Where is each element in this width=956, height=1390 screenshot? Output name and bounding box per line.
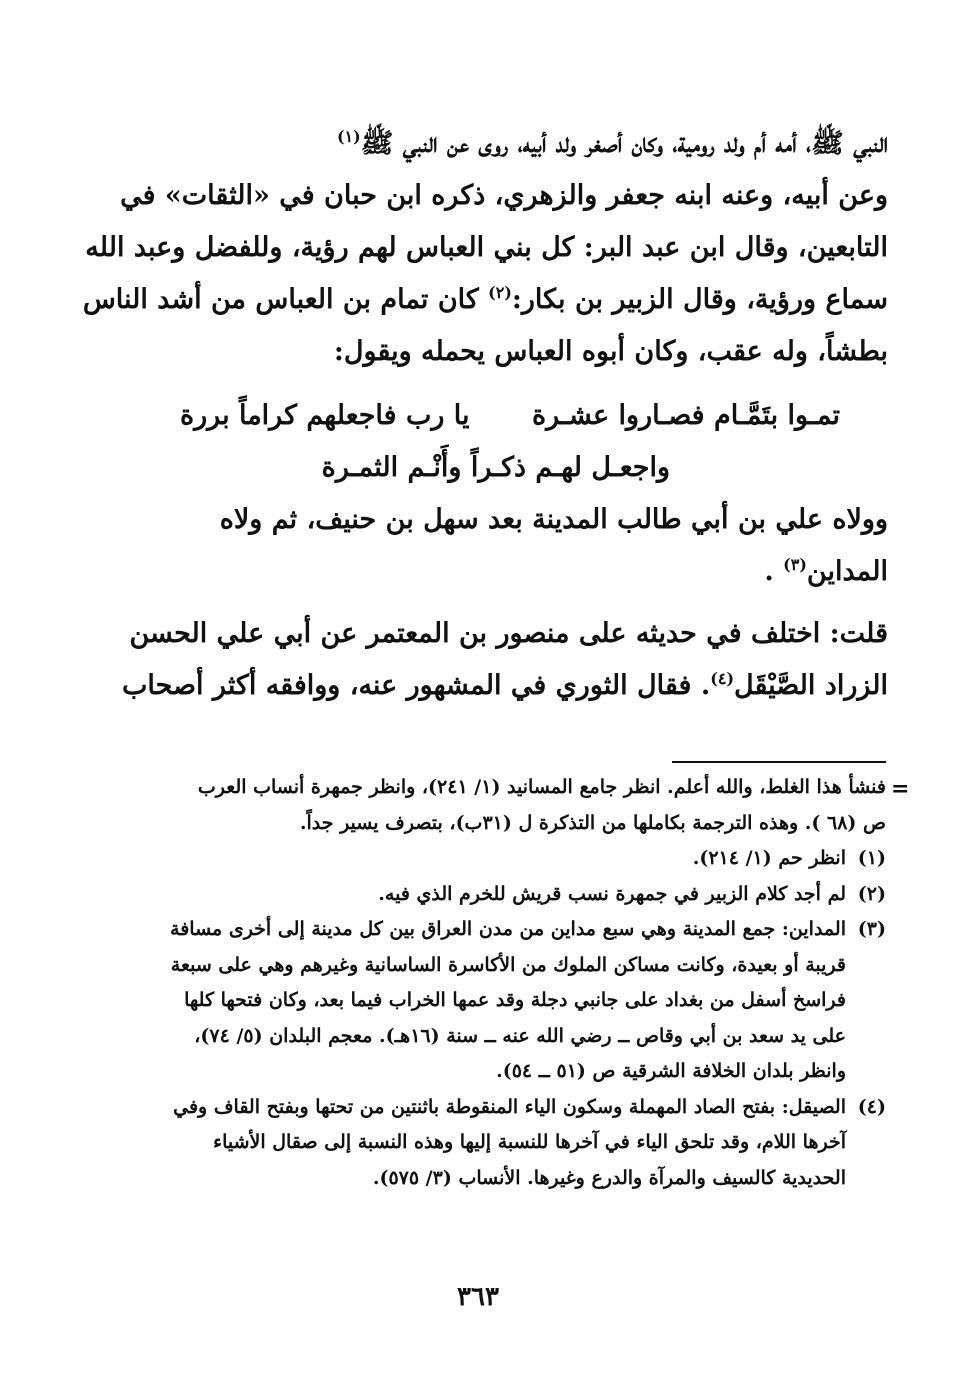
body-line: المداين$^{(٣)}$ . (764, 555, 888, 587)
paragraph-3 (122, 608, 888, 712)
footnote-ref[interactable]: (٢) (488, 283, 512, 302)
footnote-separator (672, 761, 886, 763)
footnote-continuation-line: ص (٦٨ ). وهذه الترجمة بكاملها من التذكرة ل (٣١ب)، بتصرف يسير جداً. (299, 811, 886, 834)
paragraph-2 (128, 494, 888, 598)
footnote-1: (١)انظر حم (١/ ٢١٤). (128, 841, 886, 877)
footnote-line: وانظر بلدان الخلافة الشرقية ص (٥١ ــ ٥٤). (496, 1060, 846, 1082)
footnote-line: قريبة أو بعيدة، وكانت مساكن الملوك من الأكاسرة الساسانية وغيرهم وهي على سبعة (170, 953, 846, 976)
poem-verse (180, 390, 840, 494)
footnote-line: آخرها اللام، وقد تلحق الياء في آخرها للنسبة إليها وهذه النسبة إلى صقال الأشياء (213, 1131, 846, 1153)
body-line: سماع ورؤية، وقال الزبير بن بكار:$^{(٢)}$ كان تمام بن العباس من أشد الناس (82, 283, 888, 315)
verse-line (180, 442, 840, 494)
body-line: التابعين، وقال ابن عبد البر: كل بني العباس لهم رؤية، وللفضل وعبد الله (85, 232, 888, 263)
footnote-number: (٢) (857, 882, 886, 905)
footnote-continuation-line: فنشأ هذا الغلط، والله أعلم. انظر جامع المسانيد (١/ ٢٤١)، وانظر جمهرة أنساب العرب (197, 776, 886, 798)
verse-hemistich: واجعـل لهـم ذكـراً وأَنْـم الثمـرة (321, 452, 670, 483)
page-number: ٣٦٣ (457, 1282, 499, 1312)
footnote-ref[interactable]: (٤) (710, 669, 735, 688)
body-line: قلت: اختلف في حديثه على منصور بن المعتمر عن أبي علي الحسن (129, 618, 888, 649)
verse-hemistich-right: تمـوا بتَمَّـام فصـاروا عشـرة (532, 400, 840, 431)
body-line: الزراد الصَّيْقَل$^{(٤)}$. فقال الثوري في المشهور عنه، ووافقه أكثر أصحاب (122, 669, 888, 701)
continuation-mark: = (891, 776, 910, 802)
main-text (82, 118, 888, 378)
footnote-number: (٣) (857, 918, 886, 940)
body-line: النبي ﷺ، أمه أم ولد رومية، وكان أصغر ولد أبيه، روى عن النبي ﷺ$^{(١)}$ (336, 127, 888, 159)
footnote-3: (٣)المداين: جمع المدينة وهي سبع مداين من مدن العراق بين كل مدينة إلى أخرى مسافة (128, 912, 886, 948)
body-line: بطشاً، وله عقب، وكان أبوه العباس يحمله ويقول: (333, 336, 888, 367)
body-line: وعن أبيه، وعنه ابنه جعفر والزهري، ذكره ابن حبان في «الثقات» في (120, 180, 888, 211)
footnote-line: على يد سعد بن أبي وقاص ــ رضي الله عنه ــ سنة (١٦هـ). معجم البلدان (٥/ ٧٤)، (194, 1024, 846, 1047)
body-line: وولاه علي بن أبي طالب المدينة بعد سهل بن حنيف، ثم ولاه (219, 504, 888, 535)
footnote-number: (٤) (857, 1095, 886, 1118)
footnote-line: فراسخ أسفل من بغداد على جانبي دجلة وقد عمها الخراب فيما بعد، وكان فتحها كلها (184, 989, 846, 1011)
verse-hemistich-left: يا رب فاجعلهم كراماً بررة (180, 400, 470, 431)
footnote-2: (٢)لم أجد كلام الزبير في جمهرة نسب قريش للخرم الذي فيه. (128, 877, 886, 913)
footnote-ref[interactable]: (١) (336, 127, 361, 146)
footnote-ref[interactable]: (٣) (783, 555, 807, 574)
footnote-number: (١) (857, 847, 886, 869)
verse-line (180, 390, 840, 442)
footnote-4: (٤)الصيقل: بفتح الصاد المهملة وسكون الياء المنقوطة باثنتين من تحتها وبفتح القاف وفي (128, 1090, 886, 1126)
footnote-line: الحديدية كالسيف والمرآة والدرع وغيرها. الأنساب (٣/ ٥٧٥). (372, 1166, 846, 1189)
footnotes (128, 770, 886, 1196)
